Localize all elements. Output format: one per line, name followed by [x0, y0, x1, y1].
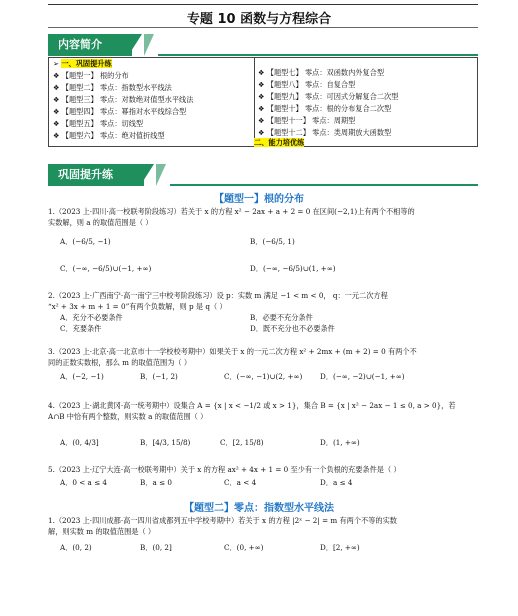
toc-item[interactable]: ❖ 【题型九】 零点：可因式分解复合二次型 — [258, 92, 399, 101]
banner-slant — [128, 34, 142, 56]
option-c[interactable]: C．a < 4 — [224, 478, 257, 487]
option-b[interactable]: B．[4/3, 15/8) — [140, 438, 191, 447]
option-a[interactable]: A．(−2, −1) — [60, 372, 104, 381]
group-title: 【题型一】根的分布 — [214, 194, 304, 205]
question-text: 实数解，则 a 的取值范围是（ ） — [48, 218, 153, 227]
toc-item[interactable]: ❖ 【题型五】 零点：切线型 — [53, 119, 144, 128]
banner-slant — [140, 164, 154, 186]
question-stem — [48, 464, 482, 475]
question-stem — [48, 346, 482, 368]
option-c[interactable]: C．充要条件 — [60, 324, 102, 333]
option-d[interactable]: D．(1, +∞) — [320, 438, 360, 447]
option-a[interactable]: A．(0, 4/3] — [60, 438, 99, 447]
toc-item[interactable]: ❖ 【题型十】 零点：根的分布复合二次型 — [258, 104, 392, 113]
option-d[interactable]: D．a ≤ 4 — [320, 478, 353, 487]
question-text: 1.（2023 上·四川成都·高一四川省成都列五中学校考期中）若关于 x 的方程 |2ˣ − 2| = m 有两个不等的实数 — [48, 516, 397, 525]
question-text: 同的正数实数根，那么 m 的取值范围为（ ） — [48, 358, 192, 367]
toc-item[interactable]: ➢ 一、巩固提升练 — [53, 59, 112, 68]
option-c[interactable]: C．(−∞, −6/5)∪(−1, +∞) — [60, 264, 152, 273]
option-d[interactable]: D．[2, +∞) — [320, 543, 360, 552]
option-a[interactable]: A．(−6/5, −1) — [60, 237, 111, 246]
banner-line — [170, 184, 478, 186]
question-text: 解，则实数 m 的取值范围是（ ） — [48, 527, 156, 536]
toc-item[interactable]: ❖ 【题型四】 零点：幂指对水平线综合型 — [53, 107, 187, 116]
option-b[interactable]: B．必要不充分条件 — [250, 313, 313, 322]
question-text: 1.（2023 上·四川·高一校联考阶段练习）若关于 x 的方程 x² − 2ax + a + 2 = 0 在区间(−2,1)上有两个不相等的 — [48, 207, 415, 216]
option-c[interactable]: C．(0, +∞) — [224, 543, 264, 552]
question-text: 3.（2023 上·北京·高一北京市十一学校校考期中）如果关于 x 的一元二次方程 x² + 2mx + (m + 2) = 0 有两个不 — [48, 347, 417, 356]
table-of-contents — [48, 57, 478, 147]
toc-item[interactable]: ❖ 【题型二】 零点：指数型水平线法 — [53, 83, 172, 92]
toc-item[interactable]: ❖ 【题型一】 根的分布 — [53, 71, 129, 80]
intro-banner — [48, 34, 478, 56]
banner-slant-accent — [156, 164, 166, 186]
banner-slant-accent — [144, 34, 154, 56]
toc-item[interactable]: ❖ 【题型六】 零点：绝对值折线型 — [53, 131, 165, 140]
option-a[interactable]: A．0 < a ≤ 4 — [60, 478, 107, 487]
question-stem — [48, 206, 482, 228]
toc-item[interactable]: ❖ 【题型七】 零点：双函数内外复合型 — [258, 68, 385, 77]
toc-item[interactable]: ❖ 【题型三】 零点：对数绝对值型水平线法 — [53, 95, 194, 104]
option-a[interactable]: A．充分不必要条件 — [60, 313, 123, 322]
question-text: 4.（2023 上·湖北黄冈·高一统考期中）设集合 A = {x | x < −1/2 或 x > 1}，集合 B = {x | x² − 2ax − 1 ≤ 0, a > 0}，若 — [48, 401, 456, 410]
option-c[interactable]: C．(−∞, −1)∪(2, +∞) — [224, 372, 303, 381]
toc-item[interactable]: ❖ 【题型十二】 零点：类周期放大函数型 — [258, 128, 392, 137]
practice-banner — [48, 164, 478, 186]
question-stem — [48, 290, 482, 312]
toc-item[interactable]: 二、能力培优练 — [254, 138, 305, 147]
question-text: 2.（2023 上·广西南宁·高一南宁三中校考阶段练习）设 p：实数 m 满足 −1 < m < 0， q：一元二次方程 — [48, 291, 388, 300]
practice-banner-label: 巩固提升练 — [48, 164, 144, 186]
intro-banner-label: 内容简介 — [48, 34, 132, 56]
banner-line — [158, 54, 478, 56]
question-text: A∩B 中恰有两个整数，则实数 a 的取值范围（ ） — [48, 412, 208, 421]
page-title: 专题 10 函数与方程综合 — [186, 12, 332, 27]
option-b[interactable]: B．(−1, 2) — [140, 372, 178, 381]
toc-item[interactable]: ❖ 【题型八】 零点：自复合型 — [258, 80, 356, 89]
option-c[interactable]: C．[2, 15/8) — [220, 438, 264, 447]
header-rule — [48, 4, 478, 5]
option-d[interactable]: D．既不充分也不必要条件 — [250, 324, 335, 333]
option-b[interactable]: B．(0, 2] — [140, 543, 172, 552]
question-stem — [48, 515, 482, 537]
toc-right-column — [254, 58, 477, 146]
toc-item[interactable]: ❖ 【题型十一】 零点：周期型 — [258, 116, 356, 125]
group-title: 【题型二】零点：指数型水平线法 — [184, 503, 334, 514]
option-d[interactable]: D．(−∞, −6/5)∪(1, +∞) — [250, 264, 336, 273]
option-b[interactable]: B．(−6/5, 1) — [250, 237, 295, 246]
question-text: 5.（2023 上·辽宁大连·高一校联考期中）关于 x 的方程 ax² + 4x + 1 = 0 至少有一个负根的充要条件是（ ） — [48, 465, 401, 474]
option-d[interactable]: D．(−∞, −2)∪(−1, +∞) — [320, 372, 405, 381]
title-underline — [48, 27, 478, 28]
option-b[interactable]: B．a ≤ 0 — [140, 478, 172, 487]
toc-left-column — [49, 58, 255, 146]
question-text: “x² + 3x + m + 1 = 0”有两个负数解，则 p 是 q（ ） — [48, 302, 227, 311]
option-a[interactable]: A．(0, 2) — [60, 543, 92, 552]
question-stem — [48, 400, 482, 422]
